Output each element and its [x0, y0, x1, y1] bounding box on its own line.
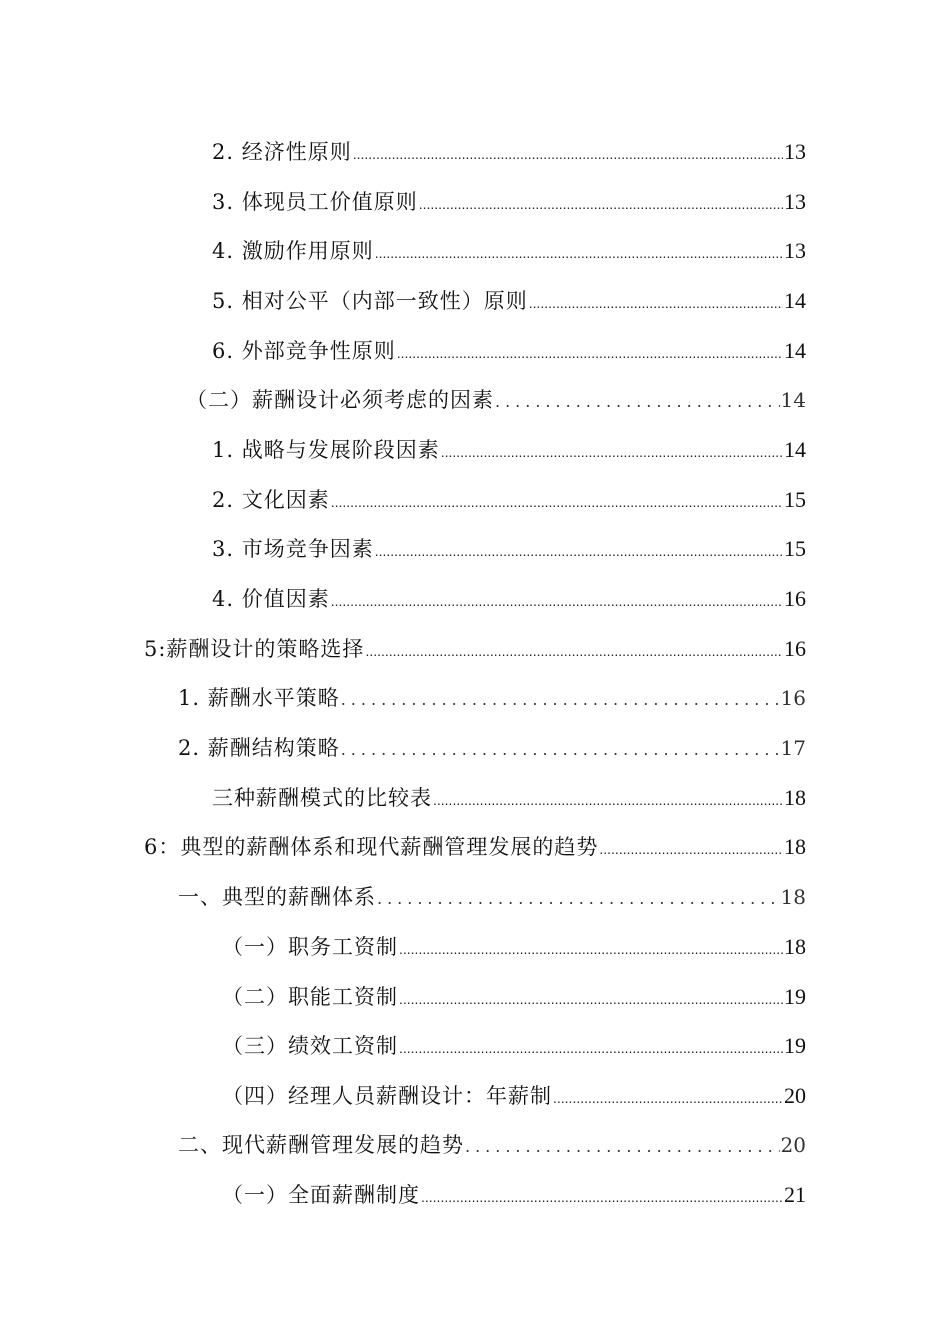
toc-entry-title: 1. 战略与发展阶段因素 [212, 437, 440, 462]
toc-entry[interactable] [0, 773, 950, 823]
toc-entry-title: 一、典型的薪酬体系 [178, 884, 376, 909]
toc-entry-title: 二、现代薪酬管理发展的趋势 [178, 1133, 464, 1158]
toc-entry-title: 6：典型的薪酬体系和现代薪酬管理发展的趋势 [144, 835, 599, 860]
toc-dot-leader [341, 692, 780, 708]
toc-entry-page: 14 [784, 287, 806, 313]
toc-dot-leader [375, 246, 783, 260]
toc-entry[interactable] [0, 525, 950, 575]
toc-entry[interactable] [0, 972, 950, 1022]
toc-entry-page: 20 [780, 1133, 806, 1158]
toc-dot-leader [365, 644, 783, 658]
toc-entry[interactable] [0, 375, 950, 425]
toc-entry-title: 3. 体现员工价值原则 [212, 189, 418, 214]
toc-entry[interactable] [0, 1021, 950, 1071]
toc-entry-page: 16 [780, 685, 806, 710]
toc-entry[interactable] [0, 624, 950, 674]
toc-entry[interactable] [0, 823, 950, 873]
toc-entry[interactable] [0, 276, 950, 326]
toc-entry-title: 2. 薪酬结构策略 [178, 735, 340, 760]
toc-dot-leader [495, 394, 780, 410]
toc-entry-page: 13 [784, 238, 806, 264]
toc-entry[interactable] [0, 1071, 950, 1121]
toc-entry[interactable] [0, 1121, 950, 1171]
toc-entry-title: 三种薪酬模式的比较表 [212, 785, 432, 810]
toc-entry-title: 4. 价值因素 [212, 587, 330, 612]
toc-entry-title: 5:薪酬设计的策略选择 [144, 636, 365, 661]
toc-entry[interactable] [0, 326, 950, 376]
toc-dot-leader [433, 793, 783, 807]
toc-entry-page: 15 [784, 536, 806, 562]
toc-entry-title: （三）绩效工资制 [222, 1034, 398, 1059]
toc-dot-leader [331, 594, 783, 608]
toc-entry[interactable] [0, 226, 950, 276]
toc-dot-leader [341, 742, 780, 758]
toc-entry-title: 2. 文化因素 [212, 487, 330, 512]
toc-entry-page: 21 [784, 1182, 806, 1208]
toc-entry-page: 19 [784, 1033, 806, 1059]
toc-entry-title: 3. 市场竞争因素 [212, 537, 374, 562]
toc-entry-page: 18 [784, 933, 806, 959]
toc-entry-page: 18 [784, 834, 806, 860]
toc-entry[interactable] [0, 922, 950, 972]
toc-dot-leader [397, 346, 783, 360]
toc-entry-page: 15 [784, 486, 806, 512]
toc-dot-leader [331, 495, 783, 509]
toc-entry[interactable] [0, 1170, 950, 1220]
toc-entry[interactable] [0, 177, 950, 227]
toc-dot-leader [441, 445, 783, 459]
toc-entry[interactable] [0, 425, 950, 475]
toc-entry-title: 4. 激励作用原则 [212, 239, 374, 264]
toc-entry-page: 18 [780, 884, 806, 909]
toc-entry-page: 14 [780, 387, 806, 412]
toc-entry-title: （二）薪酬设计必须考虑的因素 [186, 387, 494, 412]
toc-entry-page: 14 [784, 436, 806, 462]
toc-entry-title: （一）职务工资制 [222, 934, 398, 959]
toc-entry-page: 14 [784, 337, 806, 363]
toc-entry-title: 6. 外部竞争性原则 [212, 338, 396, 363]
toc-entry[interactable] [0, 127, 950, 177]
toc-entry[interactable] [0, 872, 950, 922]
toc-dot-leader [399, 942, 783, 956]
toc-dot-leader [419, 197, 783, 211]
toc-dot-leader [529, 296, 783, 310]
toc-dot-leader [377, 891, 780, 907]
toc-dot-leader [465, 1139, 780, 1155]
table-of-contents [0, 127, 950, 1220]
toc-entry-title: 2. 经济性原则 [212, 139, 352, 164]
toc-entry-title: （一）全面薪酬制度 [222, 1183, 420, 1208]
toc-entry-page: 16 [784, 635, 806, 661]
toc-entry[interactable] [0, 475, 950, 525]
toc-entry-page: 13 [784, 138, 806, 164]
toc-entry-title: （四）经理人员薪酬设计：年薪制 [222, 1083, 552, 1108]
toc-dot-leader [599, 842, 783, 856]
toc-entry-page: 13 [784, 188, 806, 214]
toc-entry-title: 1. 薪酬水平策略 [178, 685, 340, 710]
toc-entry-page: 16 [784, 586, 806, 612]
toc-entry[interactable] [0, 574, 950, 624]
toc-entry[interactable] [0, 674, 950, 724]
toc-entry-page: 17 [780, 735, 806, 760]
toc-entry-title: 5. 相对公平（内部一致性）原则 [212, 288, 528, 313]
toc-dot-leader [353, 147, 783, 161]
toc-entry-page: 18 [784, 784, 806, 810]
toc-dot-leader [421, 1190, 783, 1204]
toc-entry-title: （二）职能工资制 [222, 984, 398, 1009]
toc-entry-page: 20 [784, 1082, 806, 1108]
toc-dot-leader [399, 992, 783, 1006]
toc-entry-page: 19 [784, 983, 806, 1009]
toc-dot-leader [375, 544, 783, 558]
toc-dot-leader [399, 1041, 783, 1055]
toc-dot-leader [553, 1091, 783, 1105]
toc-entry[interactable] [0, 723, 950, 773]
